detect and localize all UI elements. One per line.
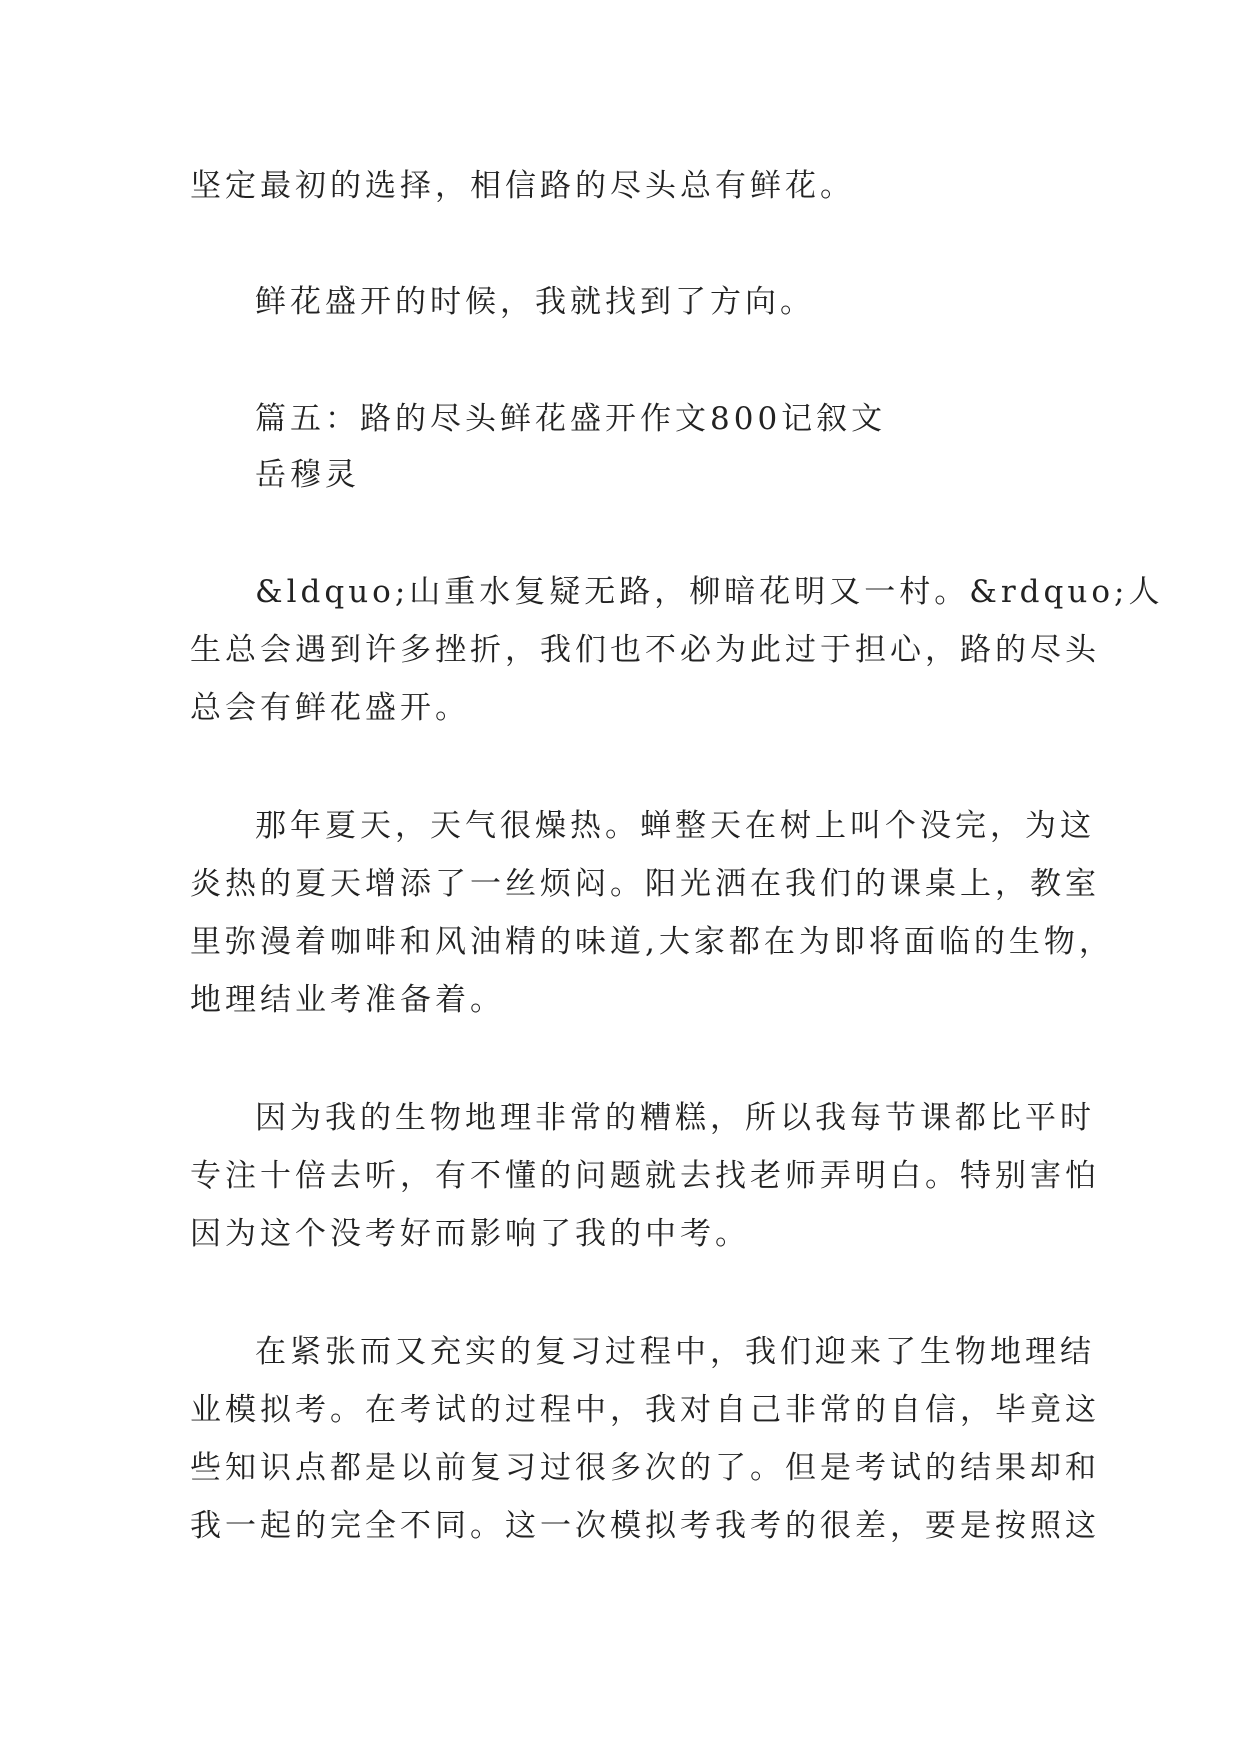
paragraph-line: 那年夏天，天气很燥热。蝉整天在树上叫个没完，为这 (255, 808, 1095, 844)
author-name: 岳穆灵 (255, 457, 360, 493)
paragraph-line: 坚定最初的选择，相信路的尽头总有鲜花。 (190, 168, 855, 204)
paragraph-line: 生总会遇到许多挫折，我们也不必为此过于担心，路的尽头 (190, 632, 1100, 668)
paragraph-line: 里弥漫着咖啡和风油精的味道,大家都在为即将面临的生物， (190, 924, 1114, 960)
paragraph-line: 在紧张而又充实的复习过程中，我们迎来了生物地理结 (255, 1334, 1095, 1370)
paragraph-line: 炎热的夏天增添了一丝烦闷。阳光洒在我们的课桌上，教室 (190, 866, 1100, 902)
paragraph-line: 因为这个没考好而影响了我的中考。 (190, 1216, 750, 1252)
paragraph-line: 鲜花盛开的时候，我就找到了方向。 (255, 284, 815, 320)
paragraph-line: 总会有鲜花盛开。 (190, 690, 470, 726)
paragraph-line: 业模拟考。在考试的过程中，我对自己非常的自信，毕竟这 (190, 1392, 1100, 1428)
section-title: 篇五：路的尽头鲜花盛开作文800记叙文 (255, 401, 887, 437)
paragraph-line: 我一起的完全不同。这一次模拟考我考的很差，要是按照这 (190, 1508, 1100, 1544)
paragraph-line: &ldquo;山重水复疑无路，柳暗花明又一村。&rdquo;人 (255, 574, 1164, 610)
paragraph-line: 专注十倍去听，有不懂的问题就去找老师弄明白。特别害怕 (190, 1158, 1100, 1194)
paragraph-line: 因为我的生物地理非常的糟糕，所以我每节课都比平时 (255, 1100, 1095, 1136)
paragraph-line: 地理结业考准备着。 (190, 982, 505, 1018)
paragraph-line: 些知识点都是以前复习过很多次的了。但是考试的结果却和 (190, 1450, 1100, 1486)
